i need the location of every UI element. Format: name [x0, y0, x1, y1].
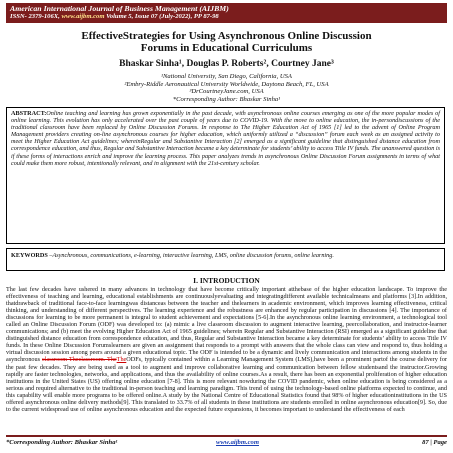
journal-website-link[interactable]: www.aijbm.com — [61, 13, 105, 20]
journal-issn-line — [10, 13, 219, 20]
journal-header-bar — [6, 3, 447, 23]
author-list: Bhaskar Sinha¹, Douglas P. Roberts², Courtney Jane³ — [119, 59, 334, 69]
footer-divider — [6, 435, 447, 437]
abstract-text: Online teaching and learning has grown exponentially in the past decade, with asynchronous online courses emerging as one of the more popular modes of online learning. This evolution has only accelerated over the past couple of years due to COVID-19. With the move to online education, the in-persondiscussions of the traditional classroom have been replaced by Online Discussion Forums. In response to The Higher Education Act of 1965 [1] led to the advent of Online Program Management providers creating on-line asynchronous courses for higher education, which uniformly utilized a “discussion” forum each week as an assigned activity to meet the Higher Education Act guidelines; whereinRegular and Substantive Interaction [2] emerged as a significant guideline that distinguished distance education from correspondence education, and thus, Regular and Substantive Interaction became a key determinate for students’ ability to access Title IV funds. The unanswered question is if these forms of interactions enrich and improve the learning process. This paper analyzes trends in asynchronous Online Discussion Forum assignments in terms of what could make them more robust, intentionally relevant, and in alignment with the 21st-century scholar. — [11, 110, 440, 167]
journal-name: American International Journal of Business Management (AIJBM) — [10, 4, 229, 13]
introduction-body — [6, 286, 447, 413]
corresponding-author: *Corresponding Author: Bhaskar Sinha¹ — [172, 95, 281, 103]
affiliation-2: ²Embry-Riddle Aeronautical University Worldwide, Daytona Beach, FL, USA — [124, 80, 329, 88]
tracked-deletion: classroom Theclassroom. The — [42, 356, 117, 364]
footer-website-link[interactable]: www.aijbm.com — [216, 439, 259, 446]
tracked-insertion: The — [116, 356, 127, 364]
keywords-paragraph — [11, 252, 440, 259]
affiliation-3: ³DrCourtneyJane.com, USA — [189, 88, 264, 95]
paper-title-line1: EffectiveStrategies for Using Asynchronous Online Discussion — [81, 30, 372, 42]
footer-page-number: 87 | Page — [422, 439, 447, 446]
abstract-label: ABSTRACT: — [11, 110, 47, 117]
intro-text-part2: ODFs, typically contained within a Learning Management System (LMS),have been a prominent partof the course delivery for the past few decades. They are being used as a tool to augment and improve collaborative learning and communication between fellow studentsand the instructor.Growing rapidly are faster technologies, networks, and applications, and thus the availability of online courses.As a result, there has been an exponential proliferation of higher education institutions in the United States (US) offering online education [7-8]. This is more relevant nowduring the COVID pandemic, when online education is being considered as a serious and required alternative to the traditional in-person teaching and learning paradigm. This trend of using the technology-based online platforms expected to continue, and this capability will enable more programs to be offered online.A study by the National Centre of Educational Statistics found that 98% of higher educationinstitutions in the US offered asynchronous online delivery methods[9]. This translated to 33.7% of all students in these institutions are students enrolled in online asynchronous education[9]. So, due to the current widespread use of online asynchronous education and the expected future expansions, it becomes important to understand the effectiveness of each — [6, 356, 447, 413]
section-heading-introduction: I. INTRODUCTION — [193, 276, 260, 285]
paper-title-line2: Forums in Educational Curriculums — [140, 42, 313, 54]
issn-volume-info: Volume 5, Issue 07 (July-2022), PP 87-98 — [104, 13, 219, 20]
affiliation-1: ¹National University, San Diego, California, USA — [161, 73, 292, 80]
keywords-text: –Asynchronous, communications, e-learning, interactive learning, LMS, online discussion forums, online learning. — [47, 252, 334, 259]
intro-text-part1: The last few decades have ushered in many advances in technology that have become critically important atthebase of the higher education landscape. To improve the effectiveness of teaching and learning, educational establishments are continuouslyevaluating and integratingdifferent available technicalmeans and platforms [3].In addition, thatdrawback of traditional face-to-face learningwas distanceas between the teacher and thelearners in academic environment, which improves learning effectiveness, critical thinking, and understanding of different perspectives. The learning experience and the robustness are enhanced by regular participation in discussions [4]. The importance of discussions for learning to be more permanent is integral to student achievement and expectations [5-6].In the asynchronous online learning environment, a technological tool called an Online Discussion Forum (ODF) was developed to: (a) mimic a live classroom discussion to augment interactive learning, peercollaboration, and instructor-learner communications; and (b) meet the evolving Higher Education Act of 1965 guidelines; wherein Regular and Substantive Interaction (RSI) emerged as a significant guideline that distinguished distance education from correspondence education, and thus, Regular and Substantive Interaction became a key determinate for students’ ability to access Title IV funds. In these Online Discussion Forumslearners are given an assignment that responds to a prompt with answers that the whole class can view and respond to, thus holding a virtual discussion session among peers around a given educational topic. The ODF is intended to be a dynamic and lively communication and interactions among students in the asynchronous — [6, 286, 447, 364]
issn-prefix: ISSN- 2379-106X, — [10, 13, 62, 20]
keywords-box — [6, 248, 445, 271]
abstract-box — [6, 107, 445, 244]
footer-corresponding-author: *Corresponding Author: Bhaskar Sinha¹ — [6, 439, 118, 446]
keywords-label: KEYWORDS — [11, 252, 48, 259]
abstract-paragraph — [11, 110, 440, 167]
